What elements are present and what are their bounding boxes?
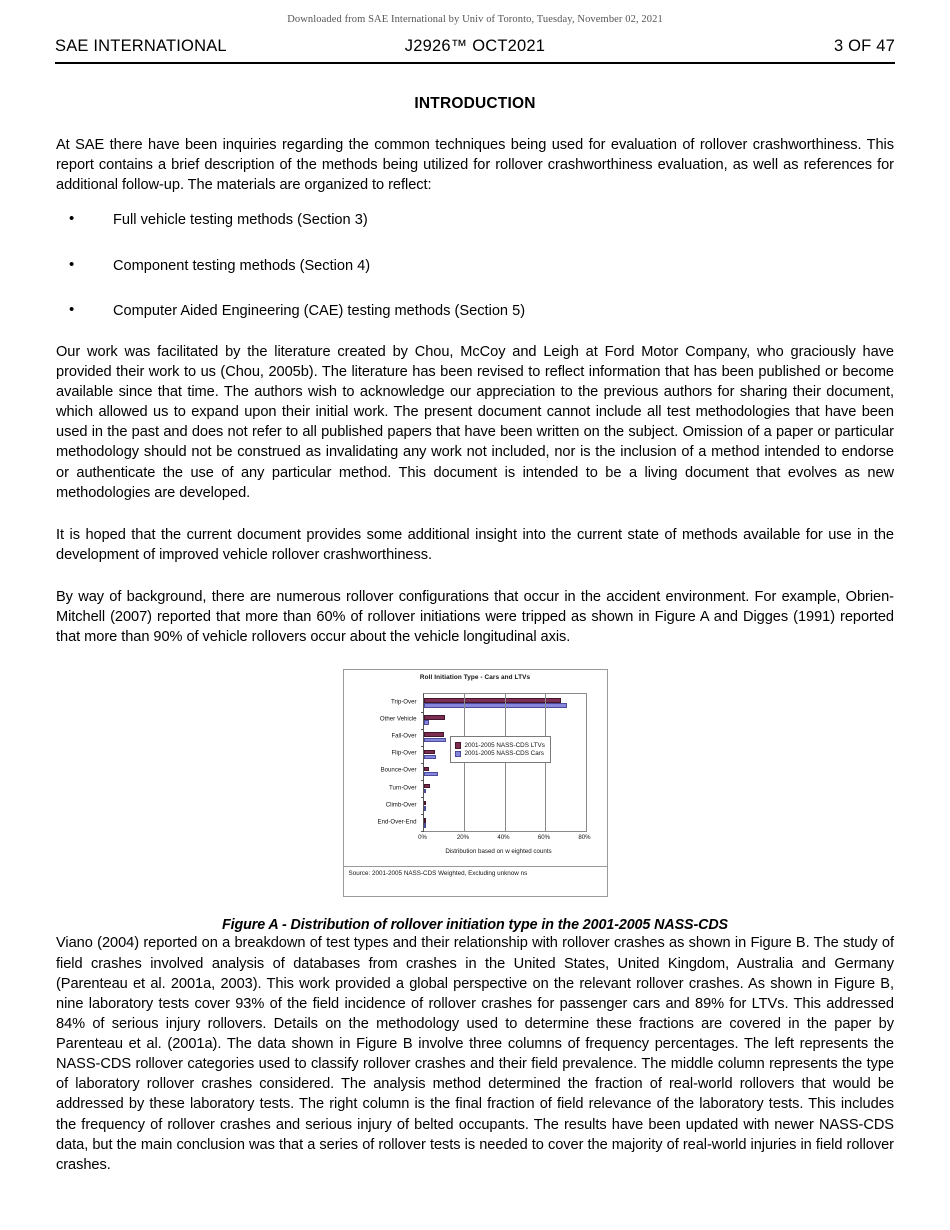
chart-x-tick-label: 0%: [418, 834, 427, 842]
header-document-id: J2926™ OCT2021: [404, 37, 546, 55]
chart-y-tick-mark: [421, 831, 424, 832]
chart-x-tick-label: 60%: [537, 834, 551, 842]
legend-label: 2001-2005 NASS-CDS LTVs: [464, 741, 545, 749]
document-content: [56, 95, 894, 1175]
chart-y-tick-mark: [421, 797, 424, 798]
chart-category-label: Climb-Over: [385, 801, 417, 809]
chart-bar-cars: [424, 772, 438, 777]
paragraph-hope: It is hoped that the current document provides some additional insight into the current state of methods available for use in the development of improved vehicle rollover crashworthiness.: [56, 526, 894, 563]
list-item-label: Full vehicle testing methods (Section 3): [113, 212, 368, 229]
chart-bar-cars: [424, 789, 426, 794]
list-item: [56, 301, 894, 321]
paragraph-background: By way of background, there are numerous rollover configurations that occur in the accident environment. For example, Obrien-Mitchell (2007) reported that more than 60% of rollover initiations were tripped as shown in Figure A and Digges (1991) reported that more than 90% of vehicle rollovers occur about the vehicle longitudinal axis.: [56, 589, 894, 646]
legend-swatch-icon: [455, 751, 462, 758]
legend-item-ltvs: [455, 742, 545, 749]
chart-y-tick-mark: [421, 746, 424, 747]
chart-bar-cars: [424, 806, 426, 811]
chart-bar-ltvs: [424, 801, 426, 806]
paragraph-acknowledgment: Our work was facilitated by the literature created by Chou, McCoy and Leigh at Ford Motor Company, who graciously have provided their work to us (Chou, 2005b). The literature has been revised to reflect information that has been published or become available since that time. The authors wish to acknowledge our appreciation to the previous authors for sharing their document, which allowed us to expand upon their initial work. The present document cannot include all test methodologies that have been used in the past and does not refer to all published papers that have been written on the subject. Omission of a paper or particular methodology should not be construed as invalidating any work not included, nor is the inclusion of a method intended to endorse or authenticate the use of any particular method. This document is intended to be a living document that evolves as new methodologies are developed.: [56, 343, 894, 501]
chart-gridline: [586, 694, 587, 831]
chart-source-divider: [344, 866, 607, 867]
methods-list: [56, 210, 894, 320]
bullet-icon: •: [69, 255, 75, 273]
chart-bar-cars: [424, 823, 426, 828]
legend-swatch-icon: [455, 742, 462, 749]
chart-x-axis-title: Distribution based on w eighted counts: [445, 848, 552, 856]
chart-x-axis-ticks: [418, 834, 591, 846]
chart-category-label: Fall-Over: [391, 732, 417, 740]
paragraph-viano: Viano (2004) reported on a breakdown of test types and their relationship with rollover crashes as shown in Figure B. The study of field crashes involved analysis of databases from crashes in the United States, United Kingdom, Australia and Germany (Parenteau et al. 2001a, 2003). This work provided a global perspective on the relevant rollover crashes. As shown in Figure B, nine laboratory tests cover 93% of the field incidence of rollover crashes for passenger cars and 89% for LTVs. This addressed 84% of serious injury rollovers. Details on the methodology used to determine these fractions are covered in the paper by Parenteau et al. (2001a). The data shown in Figure B involve three columns of frequency percentages. The left represents the NASS-CDS rollover categories used to classify rollover crashes and their field prevalence. The middle column represents the type of laboratory rollover crashes considered. The analysis method determined the fraction of real-world rollovers that would be addressed by these laboratory tests. The right column is the final fraction of field relevance of the laboratory tests. This includes the frequency of rollover crashes and serious injury of belted occupants. The results have been updated with newer NASS-CDS data, but the main conclusion was that a series of rollover tests is needed to cover the majority of real-world injuries in field rollover crashes.: [56, 935, 894, 1173]
list-item: [56, 256, 894, 276]
list-item: [56, 210, 894, 230]
chart-bar-ltvs: [424, 767, 429, 772]
list-item-label: Component testing methods (Section 4): [113, 257, 371, 274]
header-organization: SAE INTERNATIONAL: [55, 37, 227, 55]
chart-category-label: Flip-Over: [391, 749, 417, 757]
chart-gridline: [505, 694, 506, 831]
chart-plot-area: [423, 693, 587, 832]
chart-bar-ltvs: [424, 732, 444, 737]
chart-y-tick-mark: [421, 729, 424, 730]
chart-x-tick-label: 80%: [578, 834, 591, 842]
chart-category-label: End-Over-End: [377, 818, 417, 826]
legend-label: 2001-2005 NASS-CDS Cars: [464, 750, 544, 758]
chart-bar-ltvs: [424, 698, 562, 703]
chart-y-tick-mark: [421, 814, 424, 815]
chart-y-tick-mark: [421, 763, 424, 764]
chart-y-tick-mark: [421, 780, 424, 781]
chart-bar-ltvs: [424, 818, 426, 823]
chart-y-tick-mark: [421, 712, 424, 713]
chart-bar-cars: [424, 755, 436, 760]
chart-x-tick-label: 40%: [497, 834, 510, 842]
chart-bar-ltvs: [424, 715, 445, 720]
chart-x-tick-label: 20%: [456, 834, 470, 842]
chart-gridline: [464, 694, 465, 831]
chart-title: Roll Initiation Type - Cars and LTVs: [419, 674, 531, 682]
chart-category-label: Trip-Over: [390, 698, 417, 706]
list-item-label: Computer Aided Engineering (CAE) testing methods (Section 5): [113, 302, 526, 319]
legend-item-cars: [455, 750, 545, 757]
chart-category-label: Turn-Over: [388, 784, 417, 792]
page-header: [55, 37, 895, 56]
chart-category-label: Other Vehicle: [379, 715, 417, 723]
chart-category-label: Bounce-Over: [380, 766, 417, 774]
rollover-initiation-chart: [343, 669, 608, 897]
download-notice: Downloaded from SAE International by Univ of Toronto, Tuesday, November 02, 2021: [287, 14, 663, 25]
header-divider: [55, 62, 895, 64]
chart-gridline: [545, 694, 546, 831]
chart-category-labels: [344, 693, 421, 832]
chart-source-note: Source: 2001-2005 NASS-CDS Weighted, Excluding unknow ns: [348, 870, 528, 878]
bullet-icon: •: [69, 300, 75, 318]
figure-a: [56, 669, 894, 897]
chart-bar-cars: [424, 720, 429, 725]
figure-caption: Figure A - Distribution of rollover initiation type in the 2001-2005 NASS-CDS: [222, 917, 728, 934]
chart-legend: [450, 736, 551, 763]
chart-bar-ltvs: [424, 750, 435, 755]
chart-bar-cars: [424, 738, 446, 743]
paragraph-intro: At SAE there have been inquiries regarding the common techniques being used for evaluation of rollover crashworthiness. This report contains a brief description of the methods being utilized for rollover crashworthiness evaluation, as well as references for additional follow-up. The materials are organized to reflect:: [56, 137, 894, 194]
bullet-icon: •: [69, 210, 75, 228]
header-page-number: 3 OF 47: [833, 37, 895, 55]
chart-bar-ltvs: [424, 784, 430, 789]
page-title: INTRODUCTION: [414, 95, 536, 112]
